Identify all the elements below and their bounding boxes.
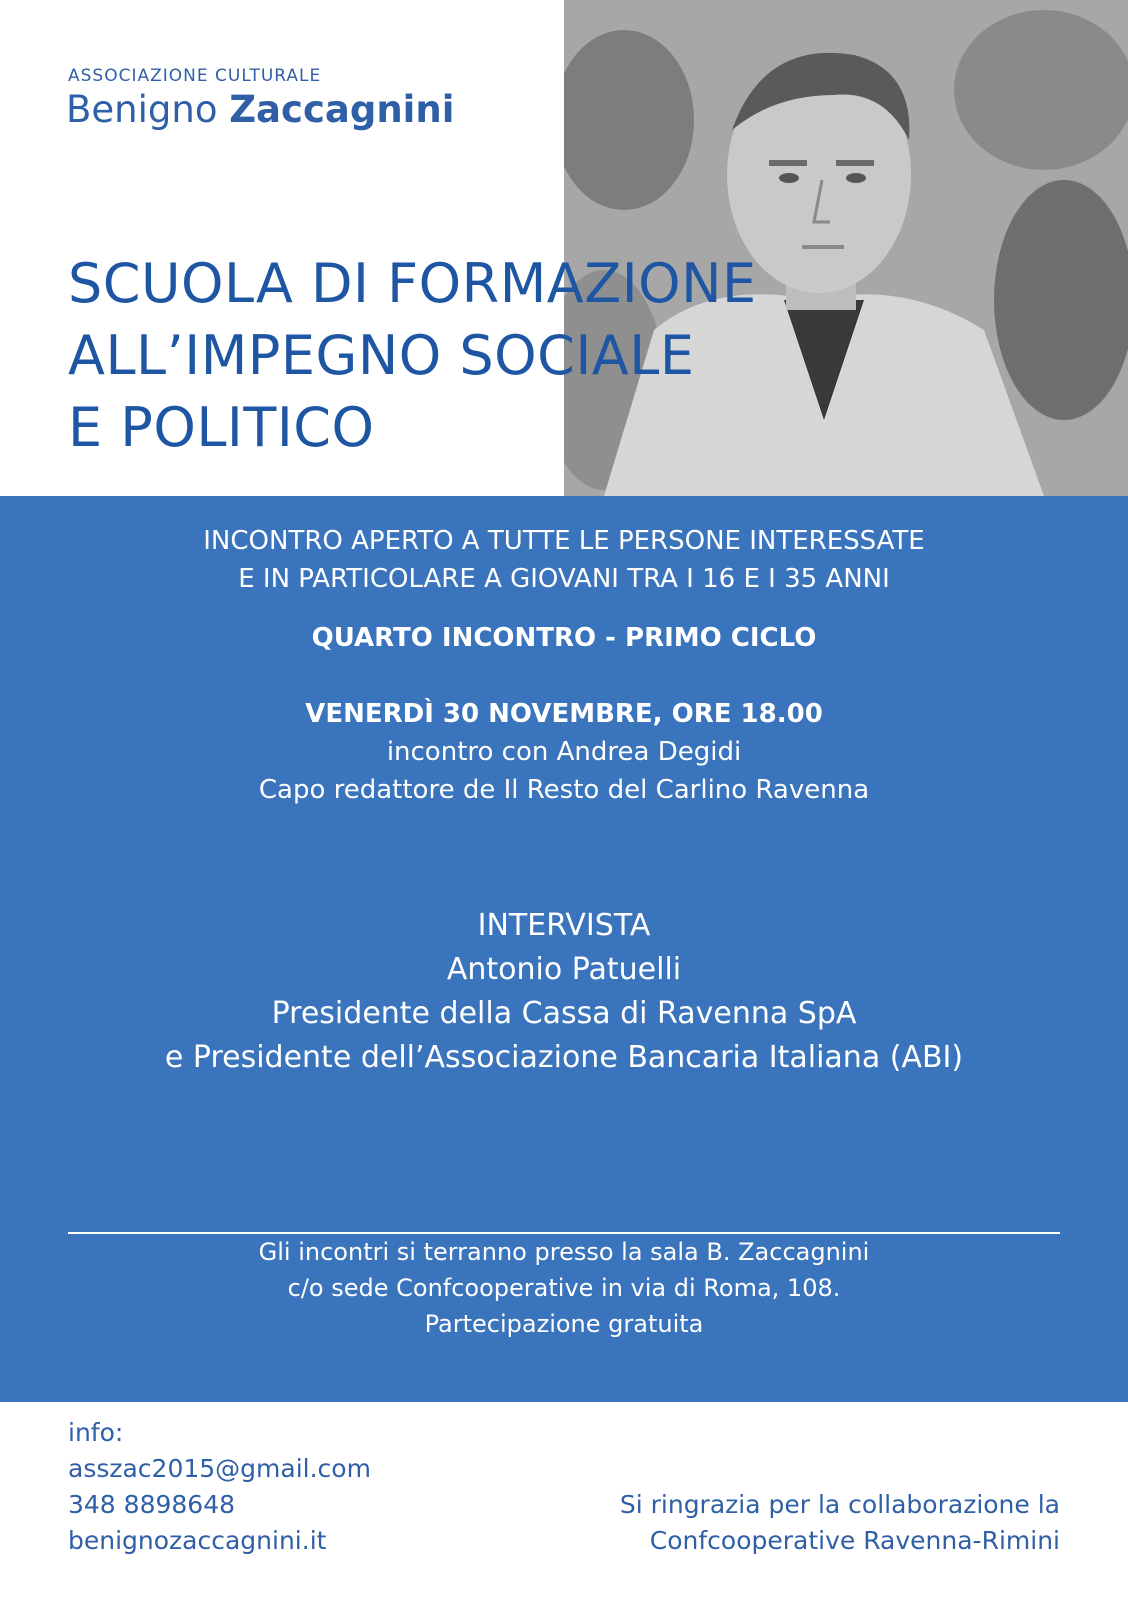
interviewee-name: Antonio Patuelli (446, 952, 682, 987)
thanks-line-2: Confcooperative Ravenna-Rimini (649, 1526, 1060, 1555)
speaker-line: incontro con Andrea Degidi (386, 737, 742, 767)
title-line-1: SCUOLA DI FORMAZIONE (68, 252, 757, 315)
venue-line-2: c/o sede Confcooperative in via di Roma, 108. (287, 1274, 841, 1302)
organization-name-last: Zaccagnini (229, 88, 455, 131)
contact-phone[interactable]: 348 8898648 (68, 1490, 236, 1519)
audience-line-2: E IN PARTICOLARE A GIOVANI TRA I 16 E I 35 ANNI (238, 564, 890, 594)
event-date-time: VENERDÌ 30 NOVEMBRE, ORE 18.00 (305, 699, 823, 729)
footer-section (0, 1402, 1128, 1600)
speaker-role: Capo redattore de Il Resto del Carlino Ravenna (258, 775, 870, 805)
venue-line-1: Gli incontri si terranno presso la sala B. Zaccagnini (258, 1238, 870, 1266)
contact-website[interactable]: benignozaccagnini.it (68, 1526, 327, 1555)
info-label: info: (68, 1418, 124, 1447)
page-title (68, 248, 757, 464)
contact-email[interactable]: asszac2015@gmail.com (68, 1454, 371, 1483)
venue-line-3: Partecipazione gratuita (424, 1310, 704, 1338)
thanks-line-1: Si ringrazia per la collaborazione la (619, 1490, 1060, 1519)
interviewee-role-2: e Presidente dell’Associazione Bancaria Italiana (ABI) (164, 1040, 964, 1075)
organization-name (66, 88, 454, 131)
session-label: QUARTO INCONTRO - PRIMO CICLO (311, 623, 817, 653)
title-line-3: E POLITICO (68, 396, 375, 459)
interviewee-role-1: Presidente della Cassa di Ravenna SpA (271, 996, 857, 1031)
interview-title: INTERVISTA (477, 908, 651, 943)
organization-name-first: Benigno (66, 88, 218, 131)
organization-label: ASSOCIAZIONE CULTURALE (68, 66, 322, 86)
section-divider (68, 1232, 1060, 1234)
title-line-2: ALL’IMPEGNO SOCIALE (68, 324, 695, 387)
event-details-panel (0, 496, 1128, 1402)
audience-line-1: INCONTRO APERTO A TUTTE LE PERSONE INTERESSATE (203, 526, 925, 556)
header-section (0, 0, 1128, 496)
